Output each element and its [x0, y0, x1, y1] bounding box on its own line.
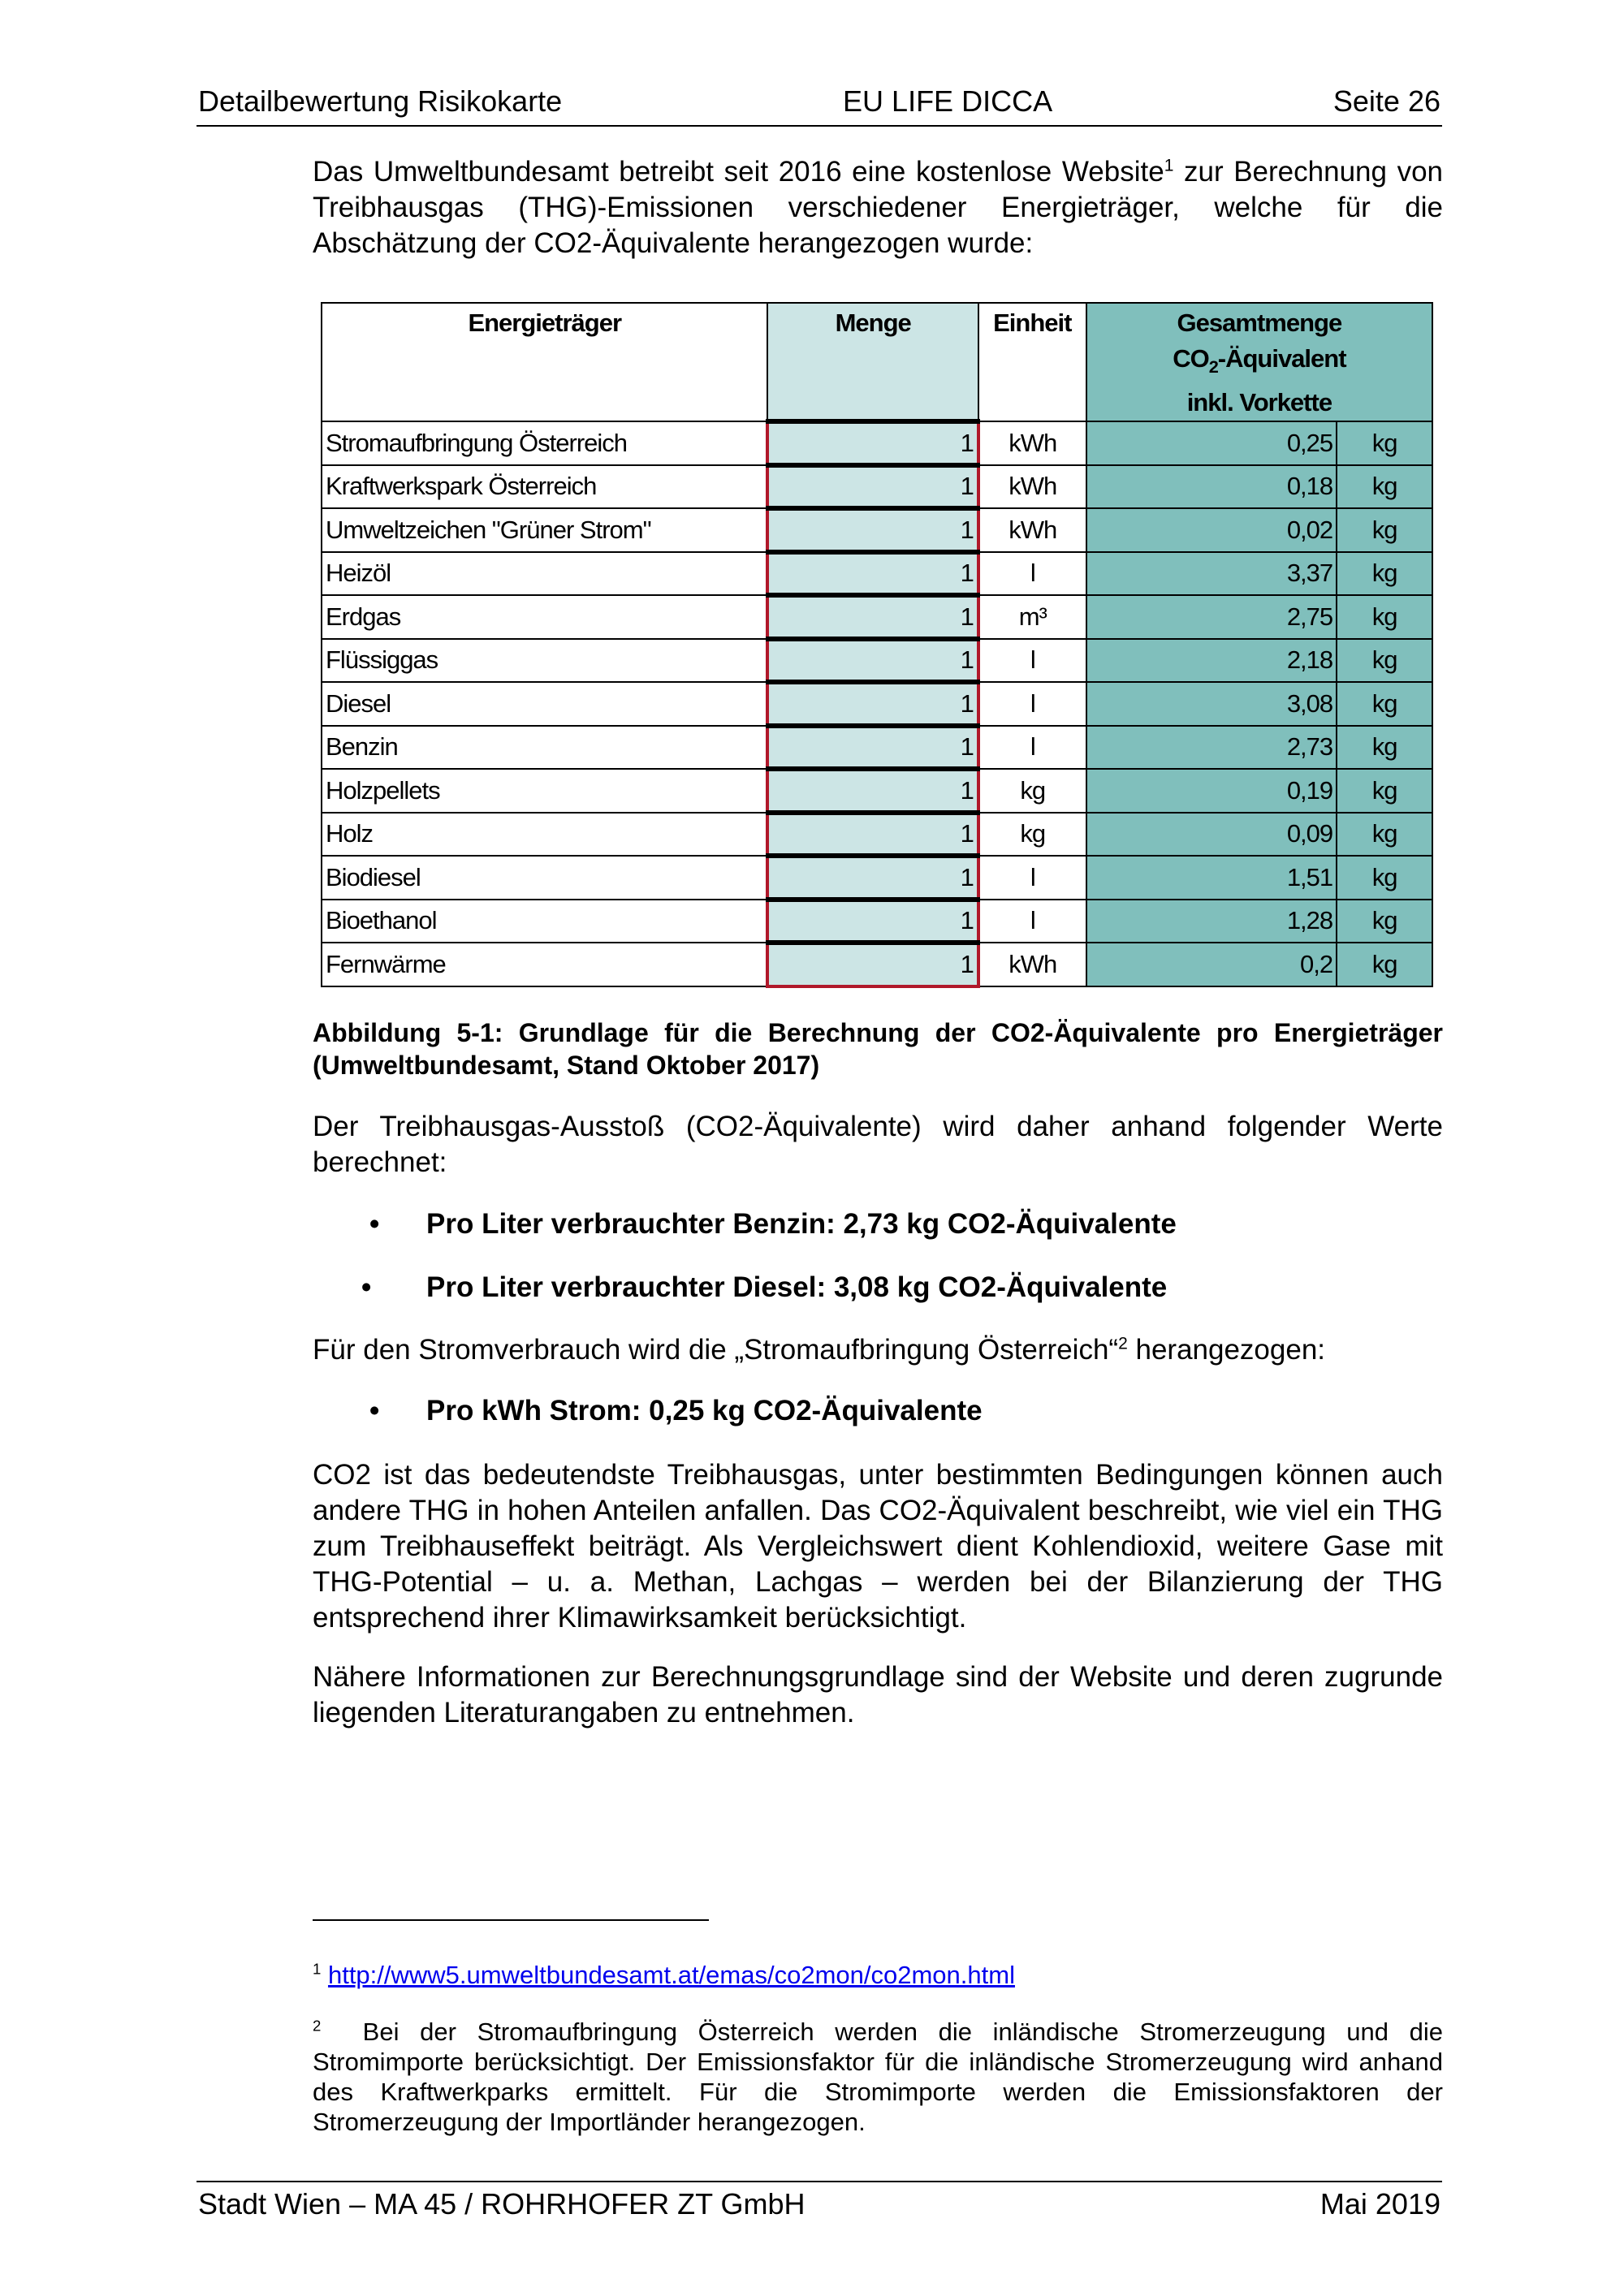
- cell-menge: 1: [767, 943, 978, 986]
- intro-paragraph: [313, 154, 1443, 261]
- page-footer: [197, 2181, 1442, 2221]
- co-sub: 2: [1208, 356, 1218, 378]
- cell-co2-value: 0,18: [1086, 465, 1337, 509]
- col-header-energietraeger: Energieträger: [322, 303, 767, 421]
- cell-co2-value: 3,37: [1086, 552, 1337, 596]
- cell-co2-value: 2,75: [1086, 595, 1337, 639]
- bullet-text: Pro Liter verbrauchter Diesel: 3,08 kg CO2-Äquivalente: [426, 1271, 1168, 1303]
- footnote-1: [313, 1960, 1443, 1990]
- cell-einheit: l: [978, 639, 1086, 683]
- cell-menge: 1: [767, 465, 978, 509]
- header-page-number: Seite 26: [1332, 84, 1440, 118]
- table-row: [322, 639, 1432, 683]
- cell-einheit: kWh: [978, 508, 1086, 552]
- bullet-icon: •: [369, 1395, 380, 1426]
- header-left: Detailbewertung Risikokarte: [198, 84, 563, 118]
- table-row: [322, 508, 1432, 552]
- cell-energietraeger: Flüssiggas: [322, 639, 767, 683]
- cell-energietraeger: Erdgas: [322, 595, 767, 639]
- gesamt-line3: inkl. Vorkette: [1186, 388, 1332, 417]
- table-row: [322, 726, 1432, 770]
- paragraph-2: Der Treibhausgas-Ausstoß (CO2-Äquivalente) wird daher anhand folgender Werte berechnet:: [313, 1111, 1443, 1178]
- cell-unit: kg: [1337, 856, 1432, 900]
- cell-energietraeger: Heizöl: [322, 552, 767, 596]
- cell-co2-value: 0,19: [1086, 769, 1337, 813]
- page-header: [197, 84, 1442, 127]
- bullet-icon: •: [361, 1271, 372, 1303]
- col-header-menge: Menge: [767, 303, 978, 421]
- footnote-ref-2[interactable]: 2: [1118, 1334, 1128, 1353]
- gesamt-line2: [1091, 341, 1428, 385]
- cell-unit: kg: [1337, 769, 1432, 813]
- aequivalent-text: -Äquivalent: [1217, 344, 1346, 373]
- cell-einheit: kWh: [978, 943, 1086, 986]
- col-header-gesamtmenge: [1086, 303, 1432, 421]
- footnote-link[interactable]: http://www5.umweltbundesamt.at/emas/co2mon/co2mon.html: [327, 1961, 1015, 1989]
- cell-energietraeger: Kraftwerkspark Österreich: [322, 465, 767, 509]
- footnote-ref-1[interactable]: 1: [1164, 156, 1174, 175]
- intro-text: Das Umweltbundesamt betreibt seit 2016 eine kostenlose Website: [313, 156, 1164, 188]
- cell-menge: 1: [767, 813, 978, 857]
- cell-einheit: kWh: [978, 465, 1086, 509]
- cell-energietraeger: Diesel: [322, 682, 767, 726]
- table-row: [322, 552, 1432, 596]
- cell-einheit: kWh: [978, 421, 1086, 465]
- figure-caption: Abbildung 5-1: Grundlage für die Berechnung der CO2-Äquivalente pro Energieträger (Umweltbundesamt, Stand Oktober 2017): [313, 1018, 1443, 1080]
- cell-menge: 1: [767, 682, 978, 726]
- footnote-number: 1: [313, 1960, 322, 1978]
- cell-energietraeger: Umweltzeichen "Grüner Strom": [322, 508, 767, 552]
- footnote-separator: [313, 1919, 709, 1921]
- cell-energietraeger: Stromaufbringung Österreich: [322, 421, 767, 465]
- cell-einheit: l: [978, 682, 1086, 726]
- cell-unit: kg: [1337, 421, 1432, 465]
- cell-unit: kg: [1337, 813, 1432, 857]
- cell-unit: kg: [1337, 639, 1432, 683]
- cell-menge: 1: [767, 421, 978, 465]
- cell-menge: 1: [767, 769, 978, 813]
- table-header-row: [322, 303, 1432, 421]
- cell-unit: kg: [1337, 726, 1432, 770]
- cell-energietraeger: Benzin: [322, 726, 767, 770]
- bullet-item: [361, 1271, 1167, 1304]
- cell-menge: 1: [767, 552, 978, 596]
- bullet-text: Pro Liter verbrauchter Benzin: 2,73 kg CO2-Äquivalente: [426, 1208, 1177, 1240]
- cell-menge: 1: [767, 856, 978, 900]
- cell-co2-value: 2,73: [1086, 726, 1337, 770]
- co-text: CO: [1173, 344, 1209, 373]
- paragraph-5: Nähere Informationen zur Berechnungsgrundlage sind der Website und deren zugrunde liegenden Literaturangaben zu entnehmen.: [313, 1661, 1443, 1728]
- table-row: [322, 682, 1432, 726]
- cell-energietraeger: Holz: [322, 813, 767, 857]
- cell-unit: kg: [1337, 465, 1432, 509]
- table-row: [322, 900, 1432, 943]
- table-row: [322, 813, 1432, 857]
- cell-co2-value: 0,2: [1086, 943, 1337, 986]
- cell-menge: 1: [767, 639, 978, 683]
- table-row: [322, 856, 1432, 900]
- cell-co2-value: 0,25: [1086, 421, 1337, 465]
- para3-text-rest: herangezogen:: [1127, 1334, 1326, 1366]
- cell-menge: 1: [767, 726, 978, 770]
- cell-energietraeger: Holzpellets: [322, 769, 767, 813]
- cell-einheit: l: [978, 726, 1086, 770]
- bullet-icon: •: [369, 1208, 380, 1240]
- cell-unit: kg: [1337, 943, 1432, 986]
- footnote-text: Bei der Stromaufbringung Österreich werden die inländische Stromerzeugung und die Stromimporte berücksichtigt. Der Emissionsfaktor für die inländische Stromerzeugung wird anhand des Kraftwerkparks ermittelt. Für die Stromimporte werden die Emissionsfaktoren der Stromerzeugung der Importländer herangezogen.: [313, 2018, 1443, 2136]
- cell-energietraeger: Bioethanol: [322, 900, 767, 943]
- cell-unit: kg: [1337, 595, 1432, 639]
- cell-einheit: kg: [978, 813, 1086, 857]
- table-row: [322, 769, 1432, 813]
- cell-menge: 1: [767, 508, 978, 552]
- cell-energietraeger: Biodiesel: [322, 856, 767, 900]
- cell-co2-value: 3,08: [1086, 682, 1337, 726]
- cell-co2-value: 1,51: [1086, 856, 1337, 900]
- footnote-number: 2: [313, 2017, 322, 2035]
- cell-energietraeger: Fernwärme: [322, 943, 767, 986]
- bullet-item: [369, 1208, 1177, 1241]
- paragraph-4: CO2 ist das bedeutendste Treibhausgas, unter bestimmten Bedingungen können auch andere THG in hohen Anteilen anfallen. Das CO2-Äquivalent beschreibt, wie viel ein THG zum Treibhauseffekt beiträgt. Als Vergleichswert dient Kohlendioxid, weitere Gase mit THG-Potential – u. a. Methan, Lachgas – werden bei der Bilanzierung der THG entsprechend ihrer Klimawirksamkeit berücksichtigt.: [313, 1459, 1443, 1634]
- footnote-2: [313, 2017, 1443, 2137]
- cell-einheit: kg: [978, 769, 1086, 813]
- table-row: [322, 943, 1432, 986]
- table-row: [322, 465, 1432, 509]
- cell-menge: 1: [767, 595, 978, 639]
- cell-menge: 1: [767, 900, 978, 943]
- cell-unit: kg: [1337, 552, 1432, 596]
- co2-table: [321, 302, 1433, 988]
- bullet-text: Pro kWh Strom: 0,25 kg CO2-Äquivalente: [426, 1395, 983, 1426]
- cell-co2-value: 2,18: [1086, 639, 1337, 683]
- header-center: EU LIFE DICCA: [843, 84, 1053, 118]
- col-header-einheit: Einheit: [978, 303, 1086, 421]
- table-row: [322, 421, 1432, 465]
- bullet-item: [369, 1395, 983, 1427]
- cell-einheit: l: [978, 900, 1086, 943]
- table-row: [322, 595, 1432, 639]
- paragraph-3: [313, 1332, 1443, 1368]
- intro-text-rest: zur Berechnung von Treibhausgas (THG)-Emissionen verschiedener Energieträger, welche für die Abschätzung der CO2-Äquivalente herangezogen wurde:: [313, 156, 1443, 259]
- cell-co2-value: 1,28: [1086, 900, 1337, 943]
- cell-einheit: l: [978, 856, 1086, 900]
- cell-unit: kg: [1337, 900, 1432, 943]
- para3-text: Für den Stromverbrauch wird die „Stromaufbringung Österreich“: [313, 1334, 1119, 1366]
- cell-co2-value: 0,02: [1086, 508, 1337, 552]
- footer-left: Stadt Wien – MA 45 / ROHRHOFER ZT GmbH: [198, 2187, 806, 2220]
- gesamt-line1: Gesamtmenge: [1177, 309, 1342, 337]
- cell-unit: kg: [1337, 508, 1432, 552]
- footer-date: Mai 2019: [1320, 2187, 1440, 2220]
- cell-unit: kg: [1337, 682, 1432, 726]
- cell-einheit: m³: [978, 595, 1086, 639]
- cell-einheit: l: [978, 552, 1086, 596]
- cell-co2-value: 0,09: [1086, 813, 1337, 857]
